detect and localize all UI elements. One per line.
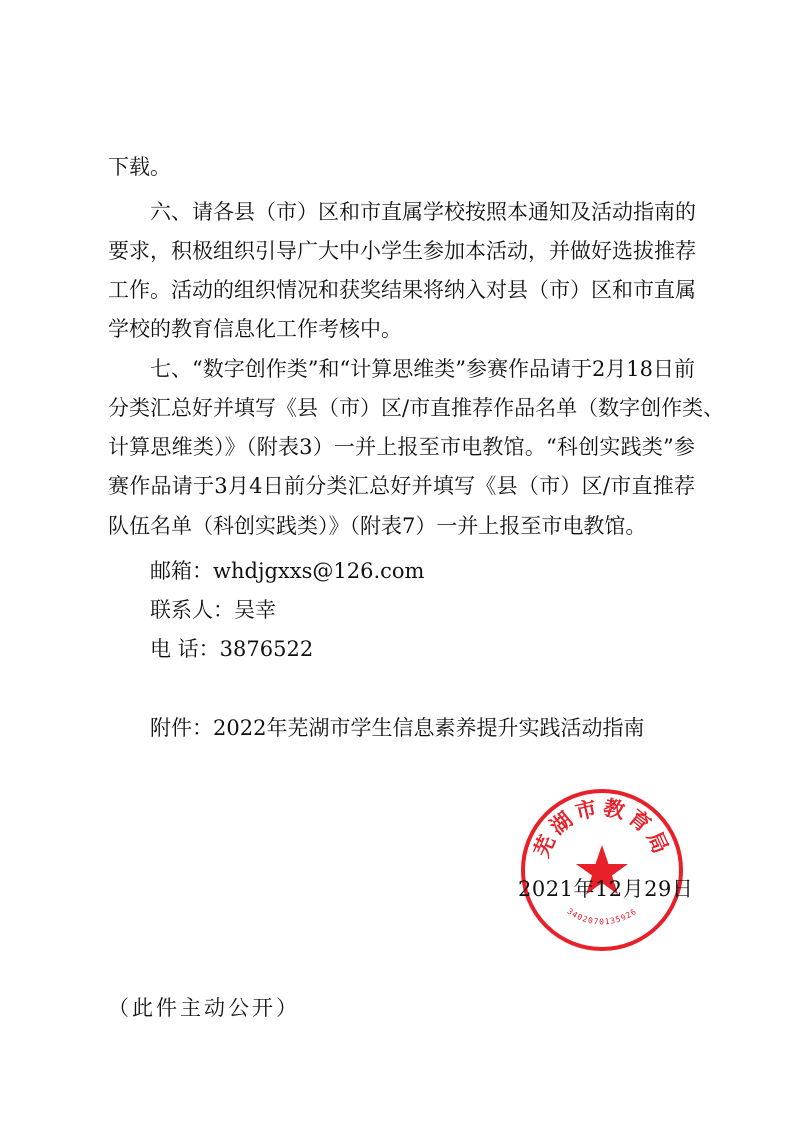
official-seal (517, 785, 687, 955)
body-line-1: 下载。 (108, 155, 171, 179)
phone-line: 电 话：3876522 (150, 637, 314, 661)
body-line-4: 工作。活动的组织情况和获奖结果将纳入对县（市）区和市直属 (108, 278, 696, 302)
date-line: 2021年12月29日 (518, 877, 694, 901)
email-line: 邮箱：whdjgxxs@126.com (150, 559, 425, 583)
body-line-6: 七、“数字创作类”和“计算思维类”参赛作品请于2月18日前 (150, 357, 696, 381)
body-line-5: 学校的教育信息化工作考核中。 (108, 317, 402, 341)
body-line-2: 六、请各县（市）区和市直属学校按照本通知及活动指南的 (150, 200, 696, 224)
seal-graphic (517, 785, 687, 955)
body-line-7: 分类汇总好并填写《县（市）区/市直推荐作品名单（数字创作类、 (108, 396, 725, 420)
seal-number: 3402070135926 (565, 906, 639, 927)
body-line-8: 计算思维类）》（附表3）一并上报至市电教馆。“科创实践类”参 (108, 435, 695, 459)
body-line-10: 队伍名单（科创实践类）》（附表7）一并上报至市电教馆。 (108, 514, 647, 538)
body-line-3: 要求，积极组织引导广大中小学生参加本活动，并做好选拔推荐 (108, 239, 696, 263)
attachment-line: 附件：2022年芜湖市学生信息素养提升实践活动指南 (150, 716, 645, 740)
seal-text: 芜湖市教育局 (529, 795, 675, 861)
contact-line: 联系人：吴幸 (150, 598, 276, 622)
disclosure-line: （此件主动公开） (108, 996, 300, 1020)
body-line-9: 赛作品请于3月4日前分类汇总好并填写《县（市）区/市直推荐 (108, 474, 695, 498)
